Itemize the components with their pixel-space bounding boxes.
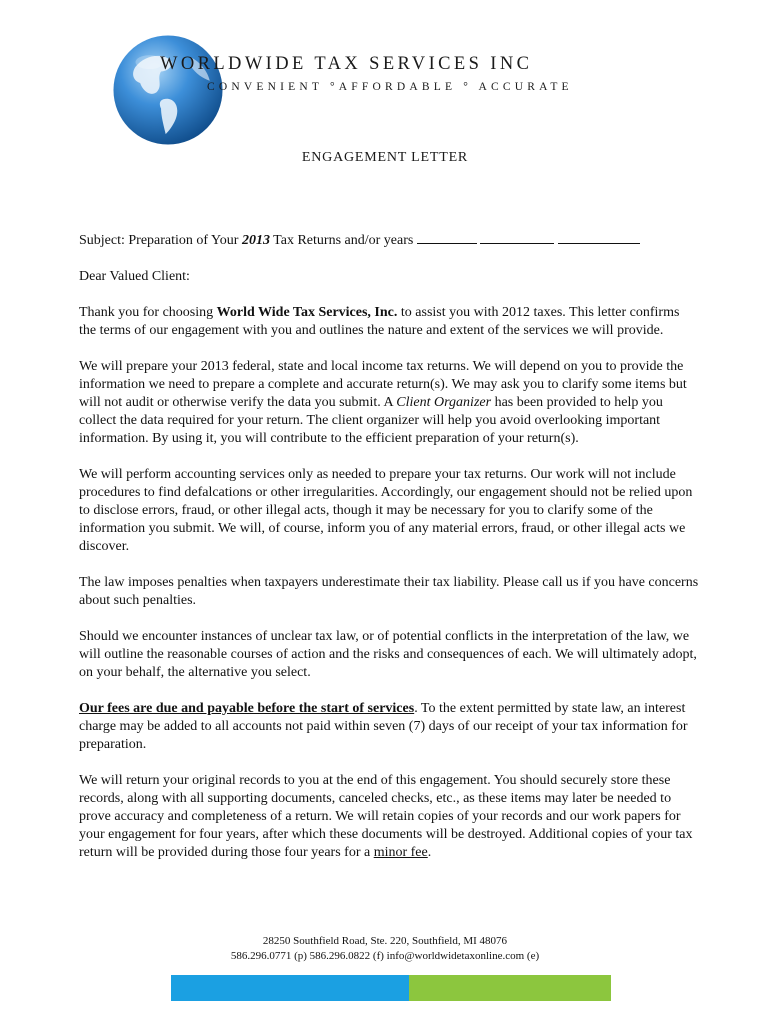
fees-due-bold: Our fees are due and payable before the start of services [79,701,415,716]
minor-fee-underline: minor fee [373,845,428,860]
salutation: Dear Valued Client: [79,269,190,284]
paragraph-penalties: The law imposes penalties when taxpayers underestimate their tax liability. Please call us if you have concerns about such penalties. [79,575,699,608]
records-text-c: . [427,845,432,860]
footer [0,934,770,964]
intro-company-bold: World Wide Tax Services, Inc. [216,305,398,320]
intro-text-c: to assist you with 2012 taxes. This letter confirms the terms of our engagement with you and outlines the nature and extent of the services we will provide. [79,305,680,338]
company-tagline: CONVENIENT °AFFORDABLE ° ACCURATE [207,81,573,93]
paragraph-fees [79,700,699,754]
paragraph-preparation [79,358,699,448]
fees-text: . To the extent permitted by state law, an interest charge may be added to all accounts not paid within seven (7) days of our receipt of your tax information for preparation. [79,701,688,752]
records-text-a: We will return your original records to you at the end of this engagement. You should securely store these records, along with all supporting documents, canceled checks, etc., as these items may later be needed to prove accuracy and completeness of a return. We will retain copies of your records and our work papers for your engagement for four years, after which these documents will be destroyed. Additional copies of your tax return will be provided during those four years for a [79,773,693,860]
prep-text-c: has been provided to help you collect the data required for your return. The client organizer will help you avoid overlooking important information. By using it, you will contribute to the efficient preparation of your return(s). [79,395,663,446]
footer-address: 28250 Southfield Road, Ste. 220, Southfield, MI 48076 [262,935,508,947]
paragraph-accounting: We will perform accounting services only as needed to prepare your tax returns. Our work will not include procedures to find defalcations or other irregularities. Accordingly, our engagement should not be relied upon to disclose errors, fraud, or other illegal acts, though it may be necessary for you to clarify some of the information you submit. We will, of course, inform you of any material errors, fraud, or other illegal acts we discover. [79,467,693,554]
subject-prefix: Subject: Preparation of Your [79,233,242,248]
client-organizer-italic: Client Organizer [396,395,492,410]
intro-text-a: Thank you for choosing [79,305,217,320]
paragraph-records [79,772,699,862]
footer-bar-green [409,975,611,1001]
company-name: WORLDWIDE TAX SERVICES INC [160,54,533,74]
subject-suffix: Tax Returns and/or years [269,233,414,248]
letter-body [79,230,699,880]
year-blank-1[interactable] [417,230,477,244]
paragraph-tax-law: Should we encounter instances of unclear tax law, or of potential conflicts in the interpretation of the law, we will outline the reasonable courses of action and the risks and consequences of each. We will ultimately adopt, on your behalf, the alternative you select. [79,629,697,680]
footer-bar-blue [171,975,409,1001]
subject-year: 2013 [241,233,270,248]
subject-line [79,230,699,250]
year-blank-3[interactable] [558,230,640,244]
year-blank-2[interactable] [480,230,554,244]
paragraph-intro [79,304,699,340]
footer-contact: 586.296.0771 (p) 586.296.0822 (f) info@worldwidetaxonline.com (e) [230,950,540,962]
prep-text-a: We will prepare your 2013 federal, state and local income tax returns. We will depend on you to provide the information we need to prepare a complete and accurate return(s). We may ask you to clarify some items but will not audit or otherwise verify the data you submit. A [79,359,687,410]
document-title: ENGAGEMENT LETTER [301,150,469,165]
